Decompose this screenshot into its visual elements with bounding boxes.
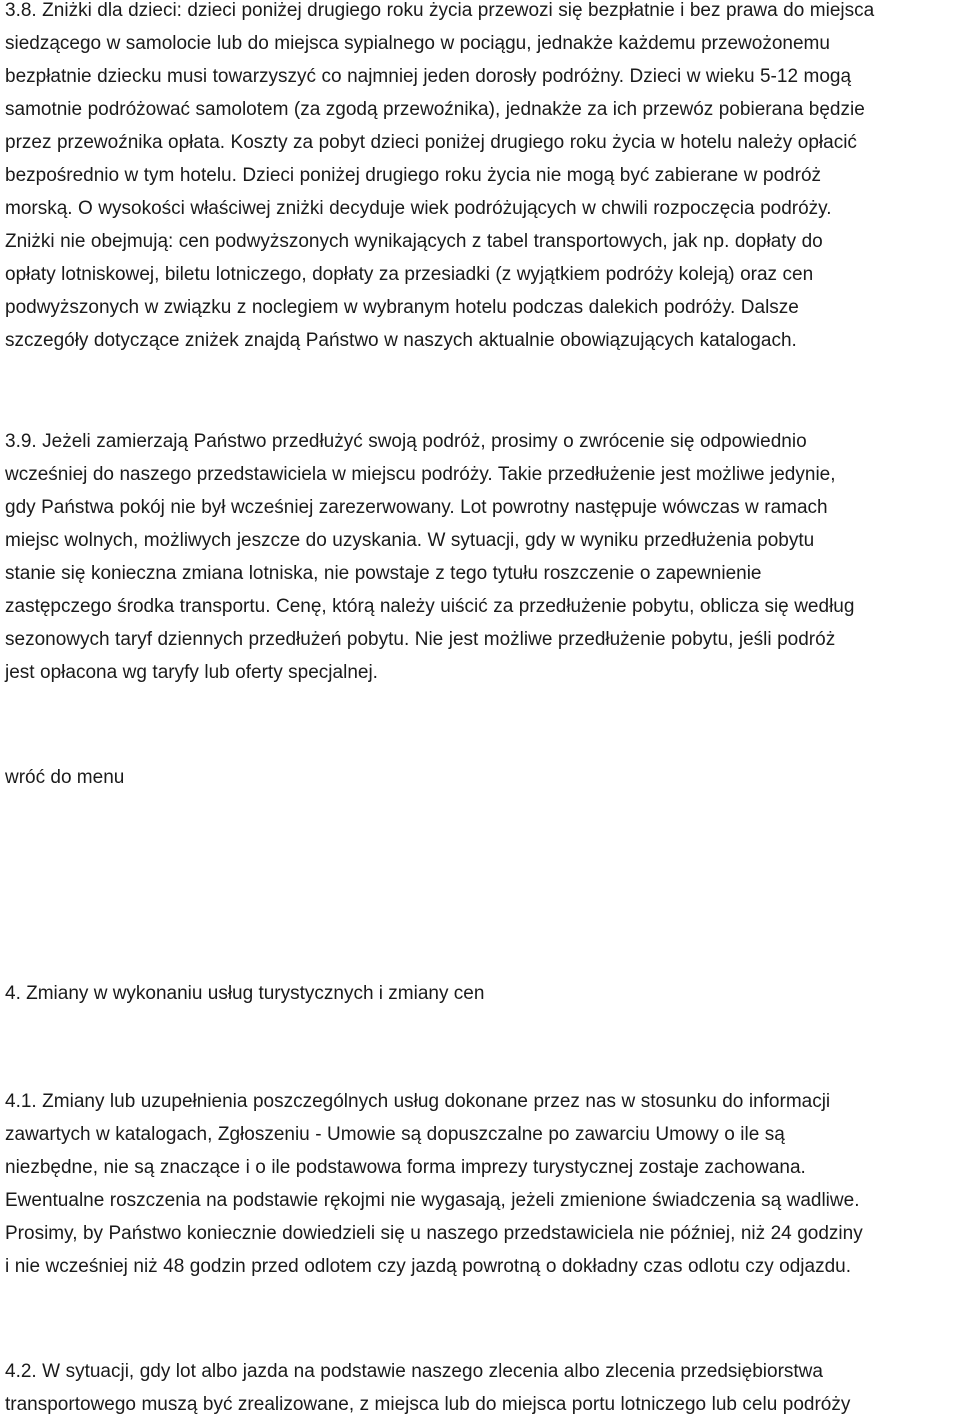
text-line: jest opłacona wg taryfy lub oferty specjalnej.	[5, 662, 378, 683]
section-4-heading: 4. Zmiany w wykonaniu usług turystycznych i zmiany cen	[5, 983, 485, 1004]
text-line: siedzącego w samolocie lub do miejsca sypialnego w pociągu, jednakże każdemu przewożonemu	[5, 33, 830, 54]
section-4-1-paragraph	[5, 1085, 955, 1283]
text-line: 3.8. Zniżki dla dzieci: dzieci poniżej drugiego roku życia przewozi się bezpłatnie i bez prawa do miejsca	[5, 0, 875, 21]
text-line: opłaty lotniskowej, biletu lotniczego, dopłaty za przesiadki (z wyjątkiem podróży koleją) oraz cen	[5, 264, 814, 285]
text-line: zastępczego środka transportu. Cenę, którą należy uiścić za przedłużenie pobytu, oblicza się według	[5, 596, 855, 617]
text-line: szczegóły dotyczące zniżek znajdą Państwo w naszych aktualnie obowiązujących katalogach.	[5, 330, 797, 351]
text-line: morską. O wysokości właściwej zniżki decyduje wiek podróżujących w chwili rozpoczęcia podróży.	[5, 198, 832, 219]
text-line: bezpośrednio w tym hotelu. Dzieci poniżej drugiego roku życia nie mogą być zabierane w podróż	[5, 165, 822, 186]
text-line: i nie wcześniej niż 48 godzin przed odlotem czy jazdą powrotną o dokładny czas odlotu czy odjazdu.	[5, 1256, 852, 1277]
text-line: podwyższonych w związku z noclegiem w wybranym hotelu podczas dalekich podróży. Dalsze	[5, 297, 799, 318]
back-to-menu-link[interactable]: wróć do menu	[5, 767, 125, 788]
section-3-8-paragraph	[5, 0, 955, 357]
text-line: przez przewoźnika opłata. Koszty za pobyt dzieci poniżej drugiego roku życia w hotelu należy opłacić	[5, 132, 857, 153]
text-line: Prosimy, by Państwo koniecznie dowiedzieli się u naszego przedstawiciela nie później, niż 24 godziny	[5, 1223, 863, 1244]
text-line: zawartych w katalogach, Zgłoszeniu - Umowie są dopuszczalne po zawarciu Umowy o ile są	[5, 1124, 785, 1145]
text-line: niezbędne, nie są znaczące i o ile podstawowa forma imprezy turystycznej zostaje zachowana.	[5, 1157, 806, 1178]
text-line: 4.1. Zmiany lub uzupełnienia poszczególnych usług dokonane przez nas w stosunku do informacji	[5, 1091, 831, 1112]
text-line: gdy Państwa pokój nie był wcześniej zarezerwowany. Lot powrotny następuje wówczas w ramach	[5, 497, 828, 518]
text-line: transportowego muszą być zrealizowane, z miejsca lub do miejsca portu lotniczego lub celu podróży	[5, 1394, 851, 1415]
text-line: bezpłatnie dziecku musi towarzyszyć co najmniej jeden dorosły podróżny. Dzieci w wieku 5-12 mogą	[5, 66, 852, 87]
text-line: 4.2. W sytuacji, gdy lot albo jazda na podstawie naszego zlecenia albo zlecenia przedsiębiorstwa	[5, 1361, 823, 1382]
text-line: 3.9. Jeżeli zamierzają Państwo przedłużyć swoją podróż, prosimy o zwrócenie się odpowiednio	[5, 431, 807, 452]
text-line: samotnie podróżować samolotem (za zgodą przewoźnika), jednakże za ich przewóz pobierana będzie	[5, 99, 865, 120]
text-line: Zniżki nie obejmują: cen podwyższonych wynikających z tabel transportowych, jak np. dopłaty do	[5, 231, 823, 252]
text-line: wcześniej do naszego przedstawiciela w miejscu podróży. Takie przedłużenie jest możliwe jedynie,	[5, 464, 836, 485]
text-line: Ewentualne roszczenia na podstawie rękojmi nie wygasają, jeżeli zmienione świadczenia są wadliwe.	[5, 1190, 860, 1211]
text-line: stanie się konieczna zmiana lotniska, nie powstaje z tego tytułu roszczenie o zapewnienie	[5, 563, 762, 584]
text-line: sezonowych taryf dziennych przedłużeń pobytu. Nie jest możliwe przedłużenie pobytu, jeśli podróż	[5, 629, 836, 650]
text-line: miejsc wolnych, możliwych jeszcze do uzyskania. W sytuacji, gdy w wyniku przedłużenia pobytu	[5, 530, 815, 551]
section-3-9-paragraph	[5, 425, 955, 689]
section-4-2-paragraph	[5, 1355, 955, 1421]
